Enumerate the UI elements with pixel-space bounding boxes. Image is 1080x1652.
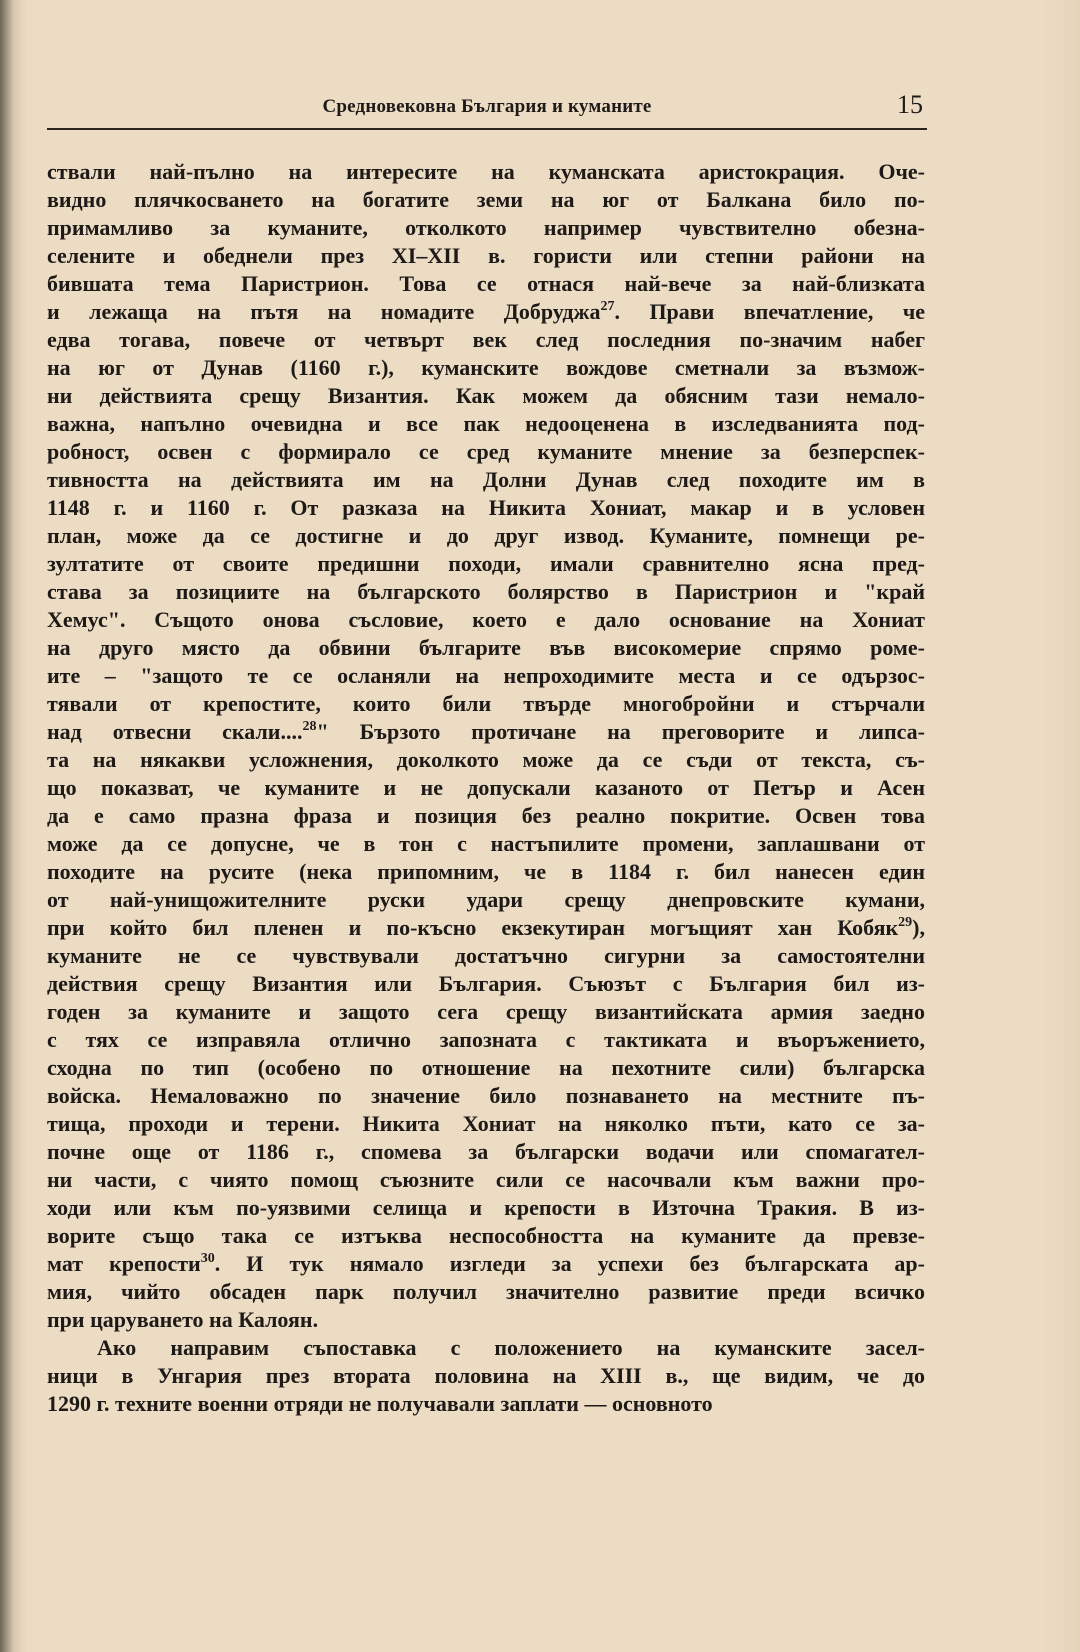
text-line — [47, 942, 925, 970]
text-line — [47, 326, 925, 354]
text-line — [47, 382, 925, 410]
line-text: да е само празна фраза и позиция без реално покритие. Освен това — [47, 803, 925, 828]
line-text: ствали най-пълно на интересите на куманската аристокрация. Оче- — [47, 159, 925, 184]
line-text: . Прави впечатление, че — [614, 299, 925, 324]
text-line — [47, 830, 925, 858]
line-text: и лежаща на пътя на номадите Добруджа — [47, 299, 601, 324]
line-text: ите – "защото те се осланяли на непроходимите места и се одързос- — [47, 663, 925, 688]
line-text: на юг от Дунав (1160 г.), куманските вождове сметнали за възмож- — [47, 355, 925, 380]
text-line — [47, 466, 925, 494]
line-text: робност, освен с формирало се сред куманите мнение за безперспек- — [47, 439, 925, 464]
text-line — [47, 802, 925, 830]
running-title: Средновековна България и куманите — [322, 96, 652, 117]
text-line — [47, 998, 925, 1026]
line-text: бившата тема Паристрион. Това се отнася най-вече за най-близката — [47, 271, 925, 296]
text-line — [47, 634, 925, 662]
text-line — [47, 1306, 925, 1334]
text-line — [47, 1222, 925, 1250]
text-line — [47, 1054, 925, 1082]
line-text: зултатите от своите предишни походи, имали сравнително ясна пред- — [47, 551, 925, 576]
text-line — [47, 606, 925, 634]
line-text: войска. Немаловажно по значение било познаването на местните пъ- — [47, 1083, 925, 1108]
text-line — [47, 718, 925, 746]
line-text: при царуването на Калоян. — [47, 1307, 319, 1332]
text-line — [47, 690, 925, 718]
line-text: почне още от 1186 г., спомева за български водачи или спомагател- — [47, 1139, 925, 1164]
line-text: важна, напълно очевидна и все пак недооценена в изследванията под- — [47, 411, 925, 436]
line-text: на друго място да обвини българите във високомерие спрямо роме- — [47, 635, 925, 660]
text-line — [47, 1026, 925, 1054]
text-line — [47, 214, 925, 242]
line-text: ни части, с чиято помощ съюзните сили се насочвали към важни про- — [47, 1167, 925, 1192]
line-text: Ако направим съпоставка с положението на куманските засел- — [97, 1335, 925, 1360]
text-line — [47, 970, 925, 998]
footnote-marker: 27 — [600, 299, 615, 314]
text-line — [47, 1362, 925, 1390]
line-text: ни действията срещу Византия. Как можем да обясним тази немало- — [47, 383, 925, 408]
text-line — [47, 746, 925, 774]
body-text — [47, 158, 925, 1418]
line-text: тивността на действията им на Долни Дунав след походите им в — [47, 467, 925, 492]
text-line — [47, 1390, 925, 1418]
line-text: 1290 г. техните военни отряди не получавали заплати — основното — [47, 1391, 713, 1416]
text-line — [47, 1082, 925, 1110]
line-text: та на някакви усложнения, доколкото може да се съди от текста, съ- — [47, 747, 925, 772]
text-line — [47, 186, 925, 214]
text-line — [47, 158, 925, 186]
line-text: от най-унищожителните руски удари срещу днепровските кумани, — [47, 887, 925, 912]
footnote-marker: 29 — [898, 915, 913, 930]
text-line — [47, 550, 925, 578]
line-text: ници в Унгария през втората половина на XIII в., ще видим, че до — [47, 1363, 925, 1388]
text-line — [47, 774, 925, 802]
text-line — [47, 522, 925, 550]
line-text: куманите не се чувствували достатъчно сигурни за самостоятелни — [47, 943, 925, 968]
line-text: действия срещу Византия или България. Съюзът с България бил из- — [47, 971, 925, 996]
text-line — [47, 1334, 925, 1362]
line-text: ворите също така се изтъква неспособността на куманите да превзе- — [47, 1223, 925, 1248]
line-text: " Бързото протичане на преговорите и липса- — [316, 719, 925, 744]
line-text: примамливо за куманите, отколкото например чувствително обезна- — [47, 215, 925, 240]
text-line — [47, 578, 925, 606]
footnote-marker: 30 — [200, 1251, 215, 1266]
line-text: с тях се изправяла отлично запозната с тактиката и въоръжението, — [47, 1027, 925, 1052]
text-line — [47, 438, 925, 466]
line-text: видно плячкосването на богатите земи на юг от Балкана било по- — [47, 187, 925, 212]
line-text: план, може да се достигне и до друг извод. Куманите, помнещи ре- — [47, 523, 925, 548]
line-text: тявали от крепостите, които били твърде многобройни и стърчали — [47, 691, 925, 716]
text-line — [47, 662, 925, 690]
line-text: мия, чийто обсаден парк получил значително развитие преди всичко — [47, 1279, 925, 1304]
line-text: годен за куманите и защото сега срещу византийската армия заедно — [47, 999, 925, 1024]
line-text: селените и обеднели през XI–XII в. гористи или степни райони на — [47, 243, 925, 268]
text-line — [47, 886, 925, 914]
line-text: ходи или към по-уязвими селища и крепости в Източна Тракия. В из- — [47, 1195, 925, 1220]
text-line — [47, 858, 925, 886]
line-text: при който бил пленен и по-късно екзекутиран могъщият хан Кобяк — [47, 915, 899, 940]
line-text: ), — [912, 915, 925, 940]
line-text: мат крепости — [47, 1251, 201, 1276]
text-line — [47, 298, 925, 326]
text-line — [47, 1194, 925, 1222]
text-line — [47, 914, 925, 942]
line-text: може да се допусне, че в тон с настъпилите промени, заплашвани от — [47, 831, 925, 856]
text-line — [47, 270, 925, 298]
line-text: походите на русите (нека припомним, че в 1184 г. бил нанесен един — [47, 859, 925, 884]
text-line — [47, 1278, 925, 1306]
line-text: сходна по тип (особено по отношение на пехотните сили) българска — [47, 1055, 925, 1080]
line-text: що показват, че куманите и не допускали казаното от Петър и Асен — [47, 775, 925, 800]
line-text: тища, проходи и терени. Никита Хониат на няколко пъти, като се за- — [47, 1111, 925, 1136]
text-line — [47, 242, 925, 270]
text-line — [47, 494, 925, 522]
text-line — [47, 410, 925, 438]
line-text: . И тук нямало изгледи за успехи без българската ар- — [214, 1251, 925, 1276]
footnote-marker: 28 — [302, 719, 317, 734]
text-line — [47, 1138, 925, 1166]
text-line — [47, 1110, 925, 1138]
page-number: 15 — [897, 90, 923, 119]
page-header — [47, 92, 927, 130]
line-text: 1148 г. и 1160 г. От разказа на Никита Хониат, макар и в условен — [47, 495, 925, 520]
line-text: над отвесни скали.... — [47, 719, 303, 744]
line-text: едва тогава, повече от четвърт век след последния по-значим набег — [47, 327, 925, 352]
line-text: Хемус". Същото онова съсловие, което е дало основание на Хониат — [47, 607, 925, 632]
text-line — [47, 354, 925, 382]
text-line — [47, 1250, 925, 1278]
line-text: става за позициите на българското болярство в Паристрион и "край — [47, 579, 925, 604]
text-line — [47, 1166, 925, 1194]
